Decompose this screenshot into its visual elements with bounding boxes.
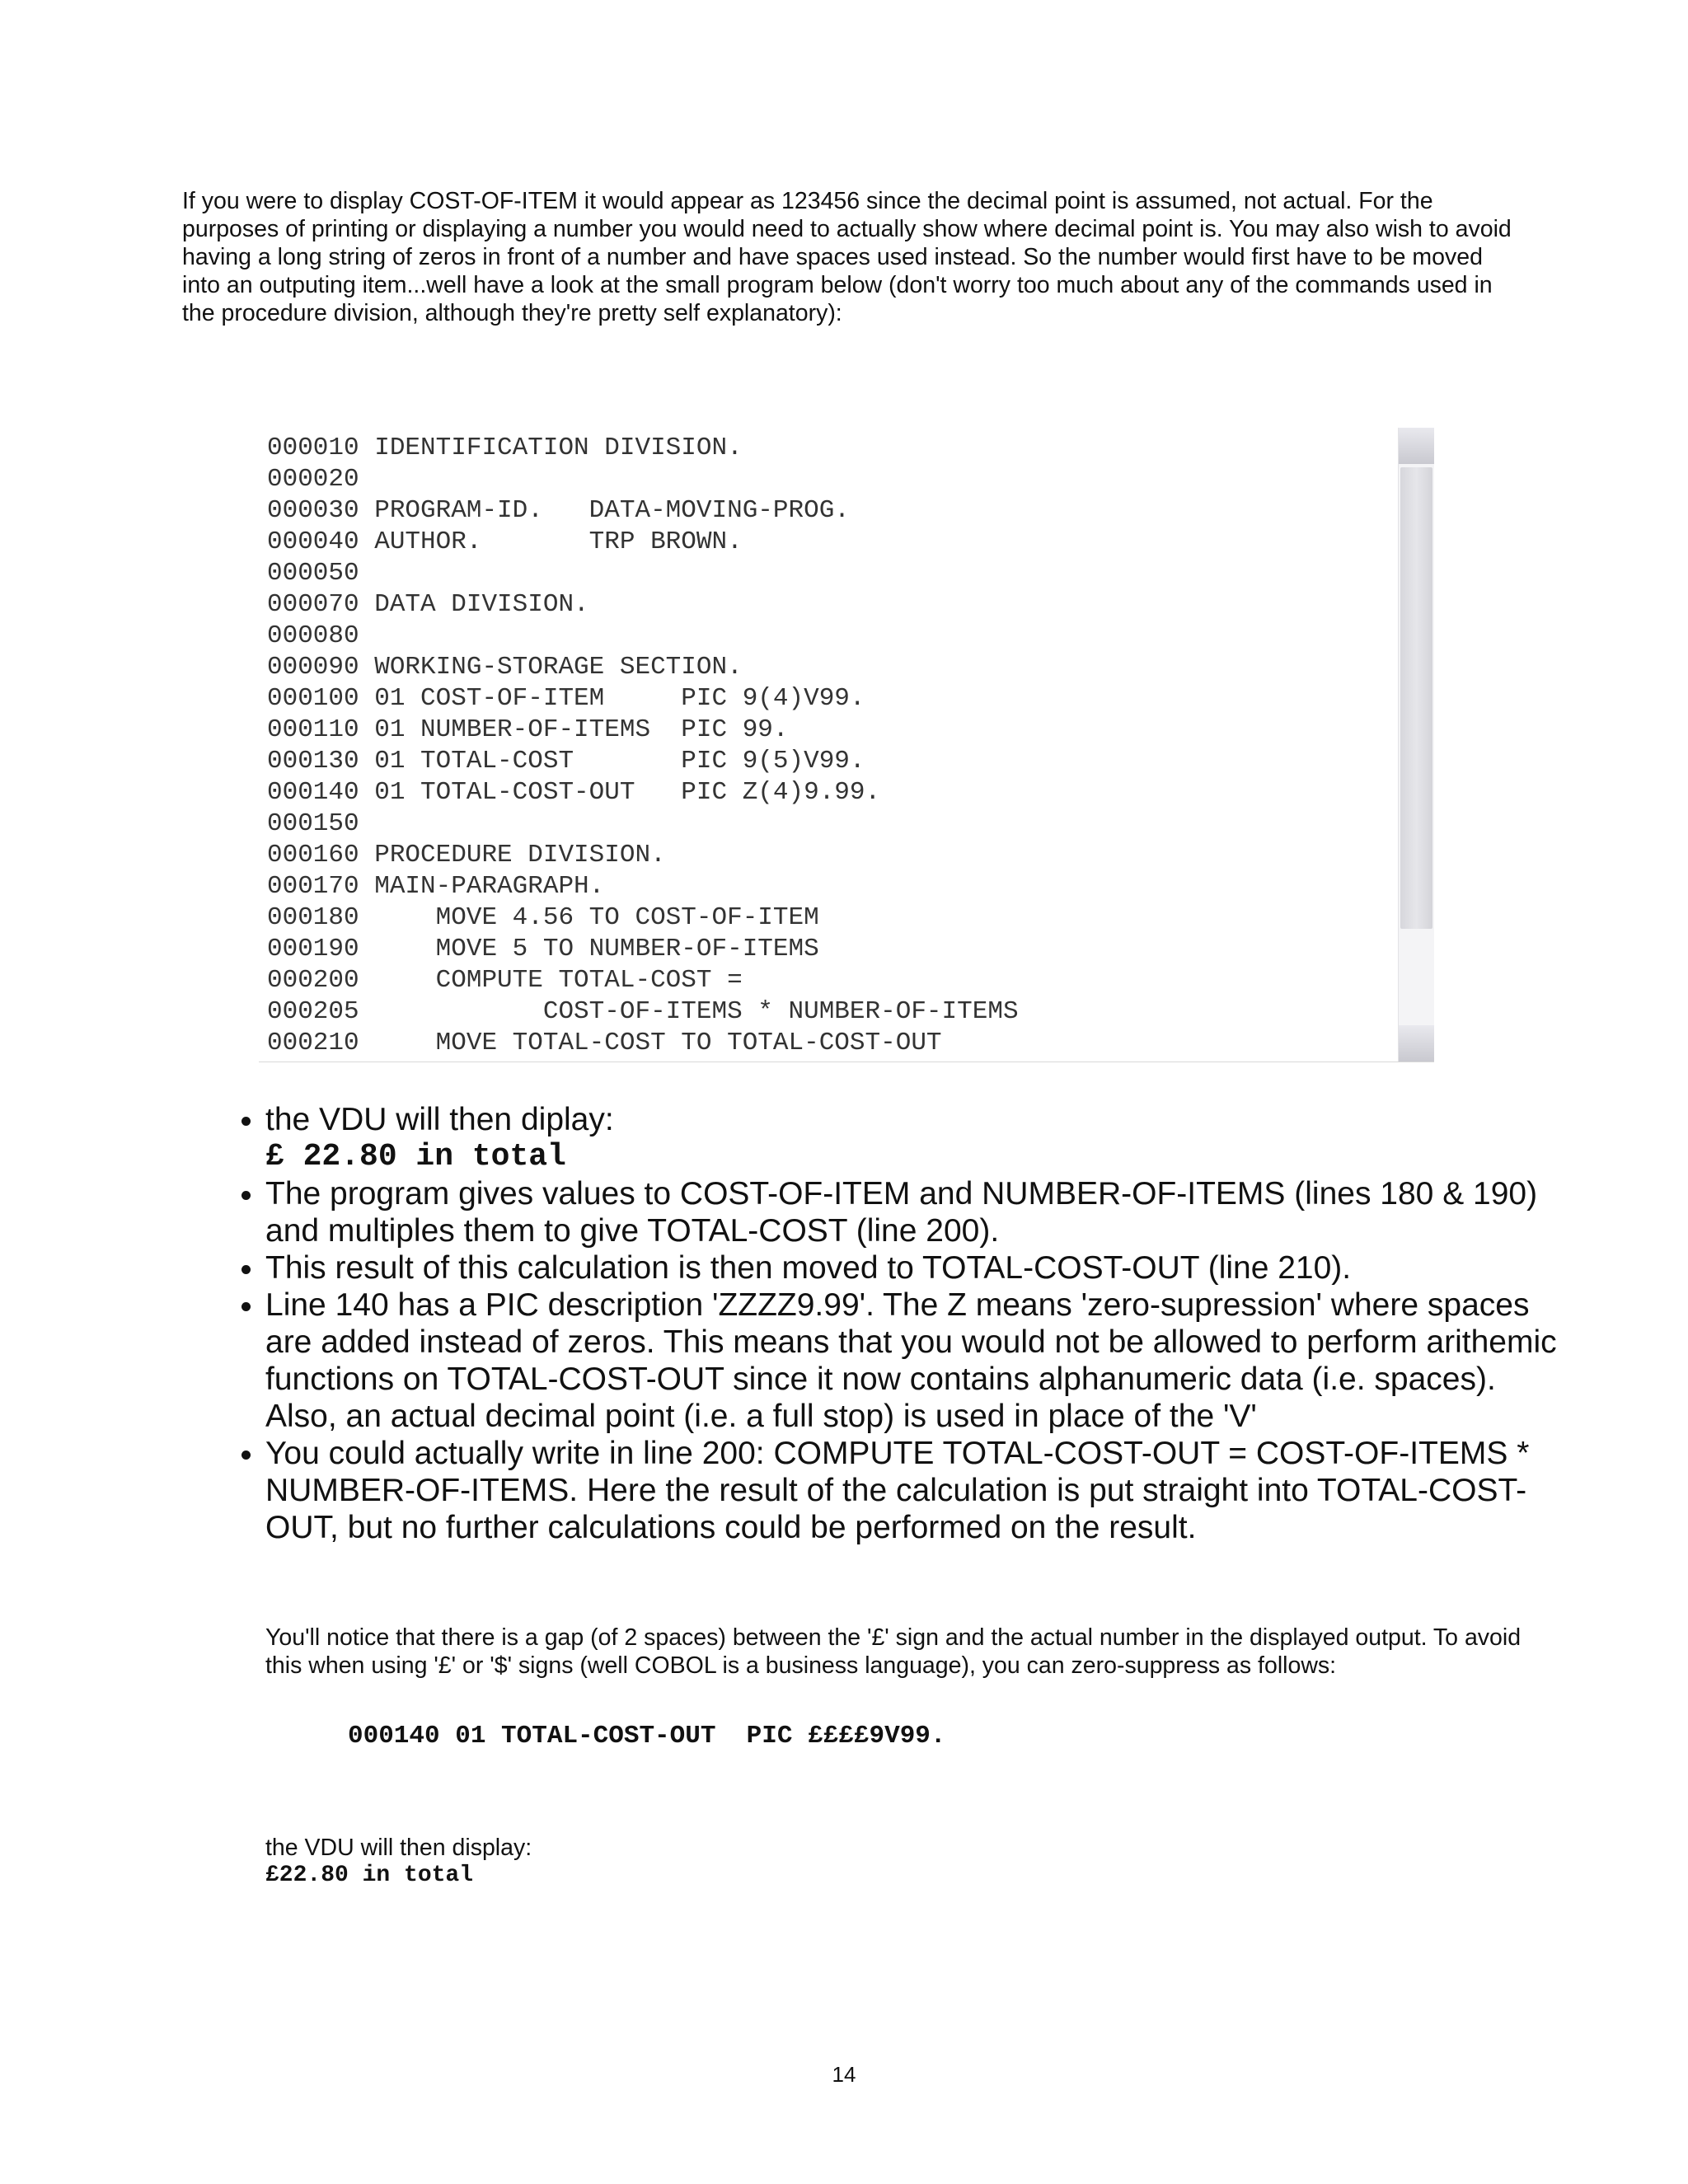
code-line: 000110 01 NUMBER-OF-ITEMS PIC 99.	[267, 715, 789, 744]
code-line: 000180 MOVE 4.56 TO COST-OF-ITEM	[267, 903, 819, 932]
vdu-label: the VDU will then display:	[265, 1835, 532, 1861]
vdu-output-text: £ 22.80 in total	[265, 1139, 566, 1174]
code-line: 000090 WORKING-STORAGE SECTION.	[267, 653, 743, 682]
scroll-up-arrow-icon[interactable]	[1399, 428, 1434, 464]
code-example: 000140 01 TOTAL-COST-OUT PIC ££££9V99.	[348, 1722, 946, 1750]
scroll-thumb[interactable]	[1400, 467, 1432, 929]
code-listing	[267, 433, 1019, 1059]
code-line: 000070 DATA DIVISION.	[267, 590, 589, 619]
code-line: 000020	[267, 465, 359, 494]
explanation-bullet-list	[224, 1101, 1568, 1546]
code-line: 000030 PROGRAM-ID. DATA-MOVING-PROG.	[267, 496, 850, 525]
bullet-item	[265, 1101, 1568, 1175]
code-line: 000205 COST-OF-ITEMS * NUMBER-OF-ITEMS	[267, 997, 1019, 1026]
bullet-item: • You could actually write in line 200: COMPUTE TOTAL-COST-OUT = COST-OF-ITEMS * NUMBER-OF-ITEMS. Here the result of the calculation is put straight into TOTAL-COST-OUT, but no further calculations could be performed on the result.	[265, 1435, 1568, 1546]
vdu-value: £22.80 in total	[265, 1863, 474, 1888]
code-line: 000190 MOVE 5 TO NUMBER-OF-ITEMS	[267, 935, 819, 963]
code-listing-box[interactable]	[259, 428, 1434, 1062]
bullet-item: • The program gives values to COST-OF-ITEM and NUMBER-OF-ITEMS (lines 180 & 190) and multiples them to give TOTAL-COST (line 200).	[265, 1175, 1568, 1249]
bullet-item: • Line 140 has a PIC description 'ZZZZ9.99'. The Z means 'zero-supression' where spaces are added instead of zeros. This means that you would not be allowed to perform arithemic functions on TOTAL-COST-OUT since it now contains alphanumeric data (i.e. spaces). Also, an actual decimal point (i.e. a full stop) is used in place of the 'V'	[265, 1286, 1568, 1435]
vertical-scrollbar[interactable]	[1398, 428, 1434, 1062]
code-line: 000210 MOVE TOTAL-COST TO TOTAL-COST-OUT	[267, 1029, 942, 1057]
code-line: 000080	[267, 621, 359, 650]
code-line: 000040 AUTHOR. TRP BROWN.	[267, 527, 743, 556]
code-line: 000160 PROCEDURE DIVISION.	[267, 841, 666, 869]
intro-paragraph: If you were to display COST-OF-ITEM it would appear as 123456 since the decimal point is assumed, not actual. For the purposes of printing or displaying a number you would need to actually show where decimal point is. You may also wish to avoid having a long string of zeros in front of a number and have spaces used instead. So the number would first have to be moved into an outputing item...well have a look at the small program below (don't worry too much about any of the commands used in the procedure division, although they're pretty self explanatory):	[182, 188, 1512, 326]
code-line: 000170 MAIN-PARAGRAPH.	[267, 872, 605, 901]
scroll-down-arrow-icon[interactable]	[1399, 1025, 1434, 1062]
code-line: 000150	[267, 809, 359, 838]
code-line: 000200 COMPUTE TOTAL-COST =	[267, 966, 743, 995]
code-line: 000140 01 TOTAL-COST-OUT PIC Z(4)9.99.	[267, 778, 881, 807]
code-line: 000010 IDENTIFICATION DIVISION.	[267, 434, 743, 462]
bullet-item: • This result of this calculation is then moved to TOTAL-COST-OUT (line 210).	[265, 1249, 1568, 1286]
vdu-intro-text: the VDU will then diplay:	[265, 1102, 614, 1137]
note-paragraph: You'll notice that there is a gap (of 2 spaces) between the '£' sign and the actual number in the displayed output. To avoid this when using '£' or '$' signs (well COBOL is a business language), you can zero-suppress as follows:	[265, 1624, 1522, 1679]
code-line: 000050	[267, 559, 359, 588]
code-line: 000130 01 TOTAL-COST PIC 9(5)V99.	[267, 747, 865, 776]
code-line: 000100 01 COST-OF-ITEM PIC 9(4)V99.	[267, 684, 865, 713]
page-number: 14	[832, 2062, 856, 2087]
